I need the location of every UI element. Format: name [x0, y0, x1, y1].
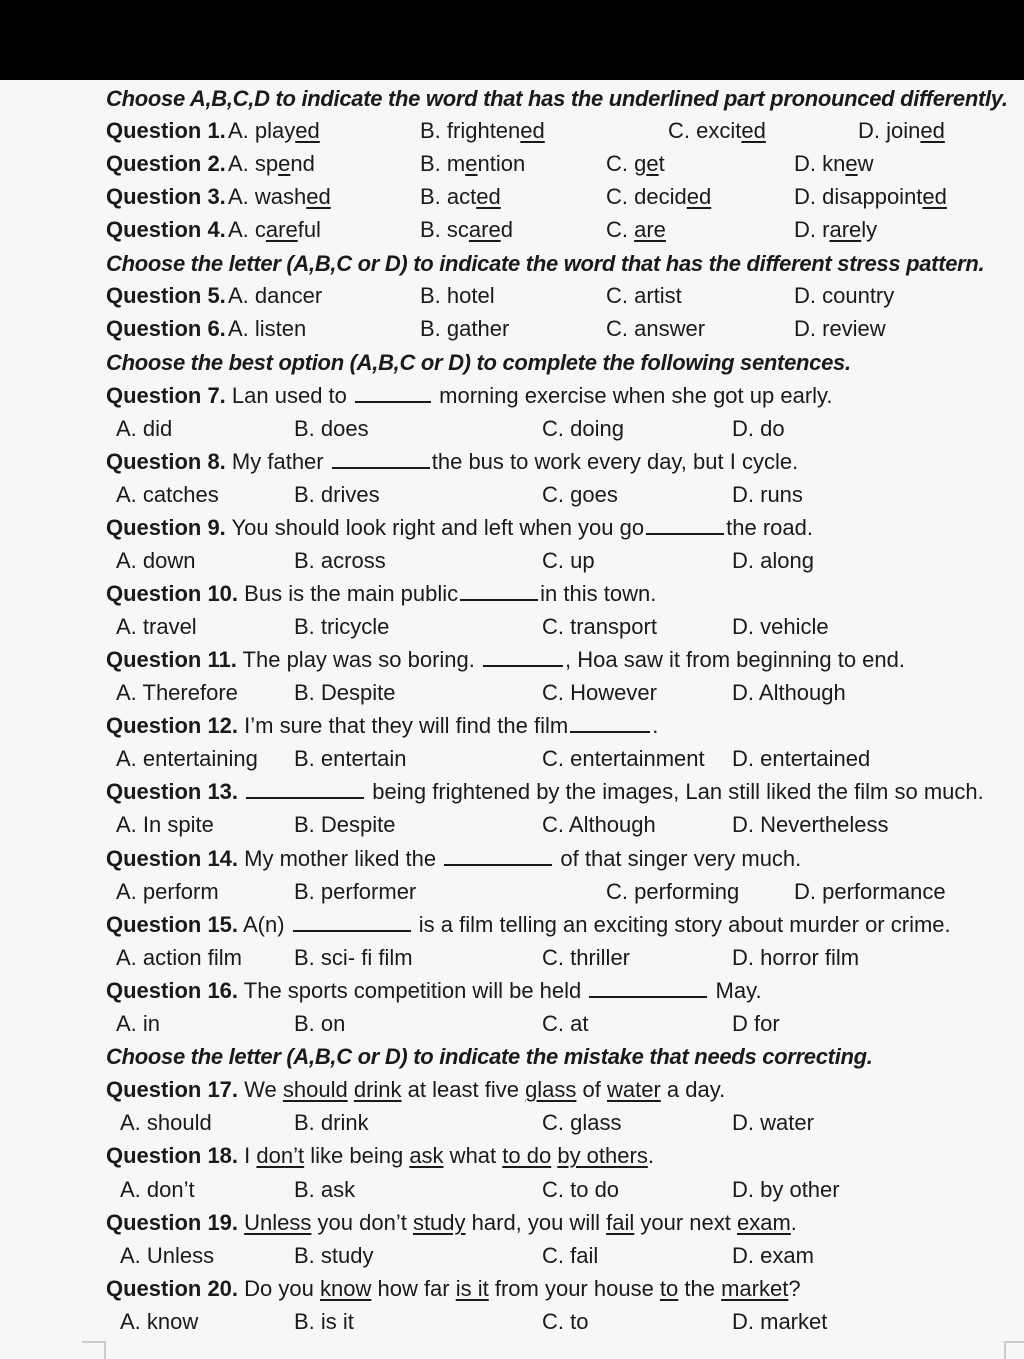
options-17: [0, 1106, 1024, 1139]
option-c[interactable]: C. decided: [606, 184, 712, 209]
instruction-pronunciation: Choose A,B,C,D to indicate the word that has the underlined part pronounced differently.: [106, 86, 1008, 111]
section-best-option: [0, 346, 1024, 379]
question-label: Question 14.: [106, 846, 239, 871]
option-a[interactable]: A. down: [116, 548, 196, 573]
underlined-part: should: [282, 1077, 348, 1102]
option-b[interactable]: B. does: [294, 416, 369, 441]
option-d[interactable]: D. do: [732, 416, 785, 441]
option-c[interactable]: C. thriller: [542, 945, 631, 970]
question-11: [0, 643, 1024, 676]
question-label: Question 7.: [106, 383, 226, 408]
options-18: [0, 1173, 1024, 1206]
option-c[interactable]: C. performing: [606, 879, 740, 904]
option-c[interactable]: C. doing: [542, 416, 624, 441]
option-a[interactable]: A. did: [116, 416, 173, 441]
option-b[interactable]: B. entertain: [294, 746, 407, 771]
option-a[interactable]: A. played: [228, 118, 320, 143]
instruction-mistake: Choose the letter (A,B,C or D) to indicate the mistake that needs correcting.: [106, 1044, 873, 1069]
option-b[interactable]: B. acted: [420, 184, 501, 209]
question-text-end: morning exercise when she got up early.: [439, 383, 833, 408]
question-5: [0, 279, 1024, 312]
option-d[interactable]: D. rarely: [794, 217, 878, 242]
crop-corner-right: [1004, 1341, 1024, 1359]
options-20: [0, 1305, 1024, 1338]
option-a[interactable]: A. washed: [228, 184, 331, 209]
question-17: Question 17. We should drink at least five glass of water a day.: [106, 1077, 726, 1102]
underlined-part: market: [721, 1276, 789, 1301]
option-c[interactable]: C. artist: [606, 283, 682, 308]
option-b[interactable]: B. mention: [420, 151, 526, 176]
option-a[interactable]: A. in: [116, 1011, 161, 1036]
underlined-part: glass: [525, 1077, 577, 1102]
question-8: [0, 445, 1024, 478]
underlined-part: exam: [737, 1210, 791, 1235]
options-11: [0, 676, 1024, 709]
answer-blank[interactable]: [355, 381, 431, 403]
question-label: Question 11.: [106, 647, 237, 672]
question-text: I’m sure that they will find the film: [244, 713, 569, 738]
option-b[interactable]: B. gather: [420, 316, 510, 341]
question-label: Question 6.: [106, 316, 226, 341]
options-9: [0, 544, 1024, 577]
question-14: [0, 842, 1024, 875]
answer-blank[interactable]: [570, 711, 650, 733]
option-b[interactable]: B. hotel: [420, 283, 495, 308]
option-d[interactable]: D. Nevertheless: [732, 812, 889, 837]
option-b[interactable]: B. performer: [294, 879, 417, 904]
question-13: [0, 775, 1024, 808]
option-c[interactable]: C. fail: [542, 1243, 599, 1268]
question-text: A(n): [242, 912, 285, 937]
question-12: [0, 709, 1024, 742]
options-19: [0, 1239, 1024, 1272]
question-label: Question 18.: [106, 1143, 239, 1168]
question-label: Question 2.: [106, 151, 226, 176]
question-label: Question 9.: [106, 515, 226, 540]
option-d[interactable]: D. along: [732, 548, 814, 573]
options-12: [0, 742, 1024, 775]
question-text-end: .: [652, 713, 659, 738]
question-2: [0, 147, 1024, 180]
question-text: My mother liked the: [244, 846, 437, 871]
section-pronunciation: [0, 82, 1024, 115]
underlined-part: by others: [557, 1143, 648, 1168]
option-a[interactable]: A. should: [120, 1110, 212, 1135]
option-d[interactable]: D. water: [732, 1110, 814, 1135]
question-text-end: is a film telling an exciting story about murder or crime.: [418, 912, 951, 937]
option-a[interactable]: A. Therefore: [116, 680, 238, 705]
option-c[interactable]: C. at: [542, 1011, 589, 1036]
question-text: Lan used to: [231, 383, 347, 408]
section-stress: [0, 247, 1024, 280]
option-a[interactable]: A. entertaining: [116, 746, 258, 771]
option-d[interactable]: D for: [732, 1011, 780, 1036]
option-b[interactable]: B. across: [294, 548, 386, 573]
crop-corner-left: [82, 1341, 106, 1359]
option-c[interactable]: C. However: [542, 680, 657, 705]
underlined-part: know: [320, 1276, 372, 1301]
option-d[interactable]: D. knew: [794, 151, 874, 176]
question-text: You should look right and left when you go: [231, 515, 645, 540]
option-d[interactable]: D. review: [794, 316, 886, 341]
option-c[interactable]: C. are: [606, 217, 666, 242]
question-text-end: being frightened by the images, Lan still liked the film so much.: [372, 779, 984, 804]
answer-blank[interactable]: [646, 513, 724, 535]
underlined-part: to: [659, 1276, 679, 1301]
question-text-end: of that singer very much.: [560, 846, 802, 871]
options-8: [0, 478, 1024, 511]
question-label: Question 10.: [106, 581, 239, 606]
underlined-part: is it: [455, 1276, 489, 1301]
option-a[interactable]: A. action film: [116, 945, 242, 970]
option-c[interactable]: C. glass: [542, 1110, 622, 1135]
option-c[interactable]: C. get: [606, 151, 665, 176]
option-a[interactable]: A. know: [120, 1309, 199, 1334]
option-d[interactable]: D. market: [732, 1309, 828, 1334]
option-c[interactable]: C. goes: [542, 482, 618, 507]
question-label: Question 13.: [106, 779, 239, 804]
option-c[interactable]: C. Although: [542, 812, 656, 837]
underlined-part: ask: [409, 1143, 444, 1168]
options-16: [0, 1007, 1024, 1040]
option-a[interactable]: A. careful: [228, 217, 321, 242]
worksheet-page: [0, 80, 1024, 1359]
option-a[interactable]: A. travel: [116, 614, 197, 639]
underlined-part: study: [412, 1210, 466, 1235]
question-label: Question 20.: [106, 1276, 239, 1301]
option-b[interactable]: B. Despite: [294, 812, 396, 837]
option-b[interactable]: B. frightened: [420, 118, 545, 143]
instruction-best-option: Choose the best option (A,B,C or D) to complete the following sentences.: [106, 350, 851, 375]
option-b[interactable]: B. drives: [294, 482, 380, 507]
underlined-part: drink: [353, 1077, 402, 1102]
question-18: Question 18. I don’t like being ask what to do by others.: [106, 1143, 654, 1168]
option-c[interactable]: C. answer: [606, 316, 706, 341]
option-d[interactable]: D. country: [794, 283, 895, 308]
underlined-part: water: [607, 1077, 661, 1102]
question-label: Question 12.: [106, 713, 239, 738]
options-14: [0, 875, 1024, 908]
question-7: [0, 379, 1024, 412]
option-c[interactable]: C. excited: [668, 118, 766, 143]
question-text: The sports competition will be held: [243, 978, 582, 1003]
question-label: Question 15.: [106, 912, 239, 937]
option-c[interactable]: C. to: [542, 1309, 589, 1334]
option-a[interactable]: A. don’t: [120, 1177, 195, 1202]
option-b[interactable]: B. ask: [294, 1177, 356, 1202]
option-b[interactable]: B. tricycle: [294, 614, 390, 639]
option-a[interactable]: A. catches: [116, 482, 219, 507]
question-4: [0, 213, 1024, 246]
options-13: [0, 808, 1024, 841]
question-text: The play was so boring.: [242, 647, 475, 672]
options-7: [0, 412, 1024, 445]
option-b[interactable]: B. study: [294, 1243, 374, 1268]
option-c[interactable]: C. to do: [542, 1177, 620, 1202]
question-15: [0, 908, 1024, 941]
answer-blank[interactable]: [460, 579, 538, 601]
question-1: [0, 114, 1024, 147]
option-d[interactable]: D. disappointed: [794, 184, 947, 209]
option-c[interactable]: C. transport: [542, 614, 657, 639]
question-label: Question 5.: [106, 283, 226, 308]
option-a[interactable]: A. In spite: [116, 812, 214, 837]
underlined-part: to do: [502, 1143, 552, 1168]
question-19: Question 19. Unless you don’t study hard, you will fail your next exam.: [106, 1210, 797, 1235]
question-20: Question 20. Do you know how far is it from your house to the market?: [106, 1276, 801, 1301]
option-d[interactable]: D. joined: [858, 118, 945, 143]
underlined-part: Unless: [244, 1210, 312, 1235]
question-text: My father: [231, 449, 324, 474]
option-c[interactable]: C. entertainment: [542, 746, 705, 771]
underlined-part: don’t: [256, 1143, 305, 1168]
option-d[interactable]: D. by other: [732, 1177, 840, 1202]
option-b[interactable]: B. scared: [420, 217, 513, 242]
option-d[interactable]: D. Although: [732, 680, 846, 705]
question-3: [0, 180, 1024, 213]
option-d[interactable]: D. performance: [794, 879, 946, 904]
question-label: Question 8.: [106, 449, 226, 474]
option-d[interactable]: D. vehicle: [732, 614, 829, 639]
question-10: [0, 577, 1024, 610]
answer-blank[interactable]: [332, 447, 430, 469]
question-text-end: May.: [715, 978, 762, 1003]
option-b[interactable]: B. is it: [294, 1309, 354, 1334]
options-10: [0, 610, 1024, 643]
option-b[interactable]: B. sci- fi film: [294, 945, 413, 970]
answer-blank[interactable]: [246, 777, 364, 799]
question-label: Question 1.: [106, 118, 226, 143]
question-text-end: the bus to work every day, but I cycle.: [431, 449, 799, 474]
options-15: [0, 941, 1024, 974]
option-b[interactable]: B. on: [294, 1011, 346, 1036]
question-label: Question 17.: [106, 1077, 239, 1102]
section-mistake: [0, 1040, 1024, 1073]
option-d[interactable]: D. entertained: [732, 746, 871, 771]
option-a[interactable]: A. listen: [228, 316, 307, 341]
option-d[interactable]: D. runs: [732, 482, 803, 507]
question-9: [0, 511, 1024, 544]
answer-blank[interactable]: [589, 976, 707, 998]
question-label: Question 3.: [106, 184, 226, 209]
question-label: Question 16.: [106, 978, 239, 1003]
question-text-end: the road.: [726, 515, 813, 540]
option-a[interactable]: A. dancer: [228, 283, 323, 308]
question-text: Bus is the main public: [244, 581, 459, 606]
underlined-part: fail: [606, 1210, 635, 1235]
option-b[interactable]: B. drink: [294, 1110, 369, 1135]
option-a[interactable]: A. spend: [228, 151, 315, 176]
option-a[interactable]: A. Unless: [120, 1243, 215, 1268]
answer-blank[interactable]: [293, 910, 411, 932]
answer-blank[interactable]: [444, 844, 552, 866]
instruction-stress: Choose the letter (A,B,C or D) to indicate the word that has the different stress pattern.: [106, 251, 985, 276]
question-text-end: in this town.: [540, 581, 657, 606]
answer-blank[interactable]: [483, 645, 563, 667]
option-d[interactable]: D. exam: [732, 1243, 814, 1268]
question-text-end: , Hoa saw it from beginning to end.: [565, 647, 905, 672]
question-label: Question 19.: [106, 1210, 239, 1235]
option-a[interactable]: A. perform: [116, 879, 219, 904]
question-6: [0, 312, 1024, 345]
question-label: Question 4.: [106, 217, 226, 242]
option-b[interactable]: B. Despite: [294, 680, 396, 705]
question-16: [0, 974, 1024, 1007]
option-d[interactable]: D. horror film: [732, 945, 860, 970]
option-c[interactable]: C. up: [542, 548, 595, 573]
